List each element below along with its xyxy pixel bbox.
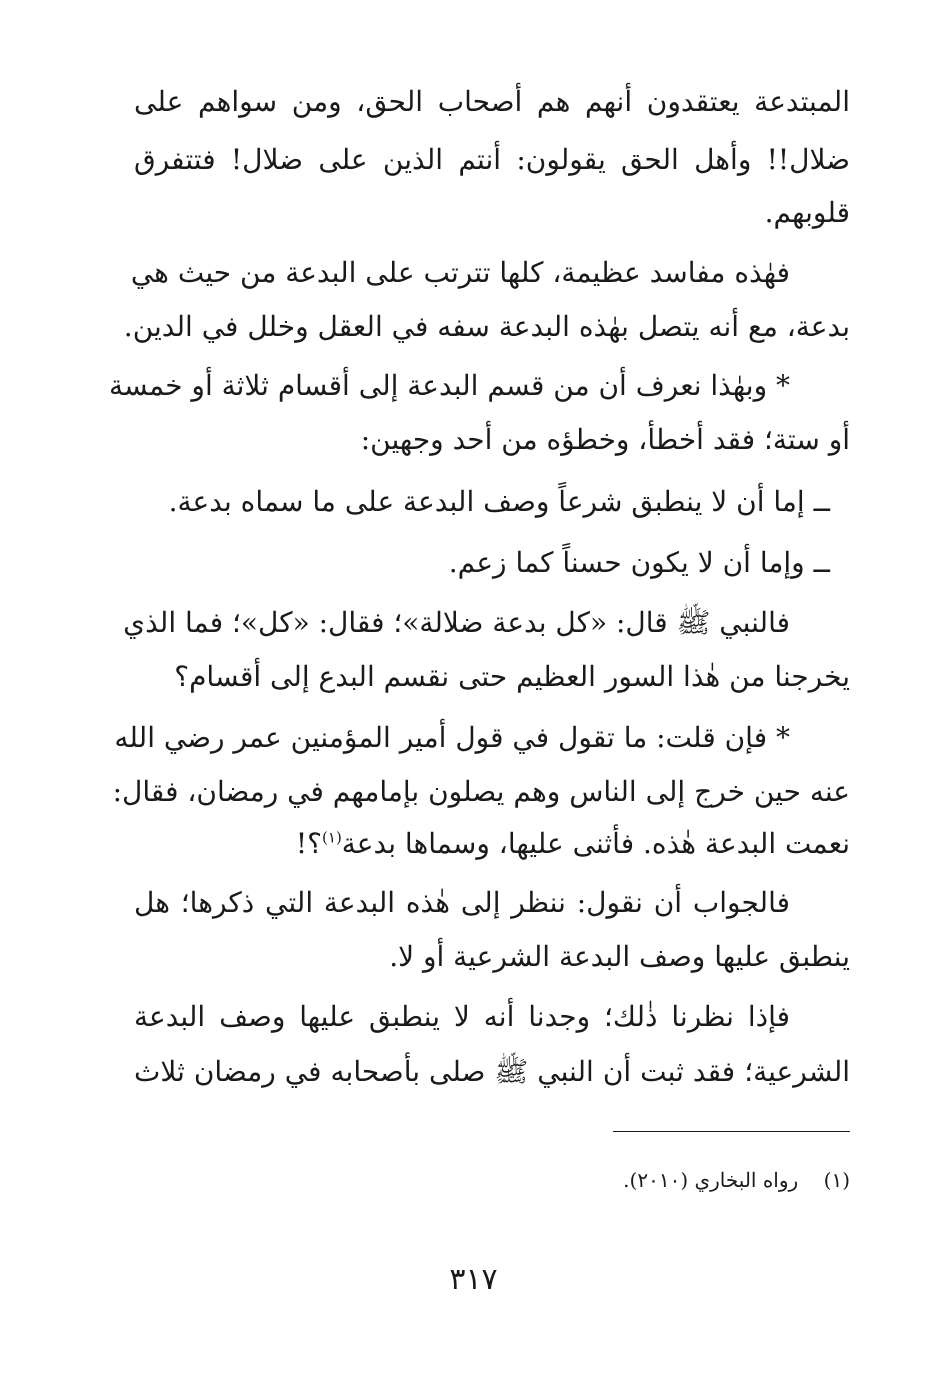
text-line-with-footnote bbox=[134, 824, 850, 864]
text-line: * فإن قلت: ما تقول في قول أمير المؤمنين عمر رضي الله bbox=[114, 721, 790, 754]
text-line: ضلال!! وأهل الحق يقولون: أنتم الذين على ضلال! فتتفرق bbox=[134, 143, 850, 176]
text-line: الشرعية؛ فقد ثبت أن النبي ﷺ صلى بأصحابه في رمضان ثلاث bbox=[134, 1055, 850, 1088]
list-item: ــ إما أن لا ينطبق شرعاً وصف البدعة على ما سماه بدعة. bbox=[168, 485, 830, 518]
text-line: فإذا نظرنا ذٰلك؛ وجدنا أنه لا ينطبق عليها وصف البدعة bbox=[134, 1000, 790, 1033]
text-line: فالنبي ﷺ قال: «كل بدعة ضلالة»؛ فقال: «كل»؛ فما الذي bbox=[123, 606, 790, 639]
footnote-divider bbox=[613, 1131, 850, 1132]
footnote-number: (١) bbox=[823, 1168, 850, 1192]
list-item: ــ وإما أن لا يكون حسناً كما زعم. bbox=[448, 546, 830, 579]
footnote bbox=[623, 1165, 850, 1195]
text-line: يخرجنا من هٰذا السور العظيم حتى نقسم البدع إلى أقسام؟ bbox=[174, 660, 850, 693]
text-line: المبتدعة يعتقدون أنهم هم أصحاب الحق، ومن سواهم على bbox=[134, 85, 850, 118]
text-line: قلوبهم. bbox=[764, 196, 850, 229]
text-line: عنه حين خرج إلى الناس وهم يصلون بإمامهم في رمضان، فقال: bbox=[112, 775, 850, 808]
text-segment: نعمت البدعة هٰذه. فأثنى عليها، وسماها بدعة bbox=[341, 827, 850, 860]
text-line: بدعة، مع أنه يتصل بهٰذه البدعة سفه في العقل وخلل في الدين. bbox=[123, 310, 850, 343]
footnote-text: رواه البخاري (٢٠١٠). bbox=[623, 1168, 799, 1192]
footnote-marker: (١) bbox=[322, 828, 342, 847]
text-segment: ؟! bbox=[295, 827, 323, 860]
text-line: فهٰذه مفاسد عظيمة، كلها تترتب على البدعة من حيث هي bbox=[130, 256, 790, 289]
page-number: ٣١٧ bbox=[449, 1262, 498, 1297]
text-line: ينطبق عليها وصف البدعة الشرعية أو لا. bbox=[389, 940, 850, 973]
text-line: فالجواب أن نقول: ننظر إلى هٰذه البدعة التي ذكرها؛ هل bbox=[134, 886, 790, 919]
text-line: أو ستة؛ فقد أخطأ، وخطؤه من أحد وجهين: bbox=[360, 423, 850, 456]
text-line: * وبهٰذا نعرف أن من قسم البدعة إلى أقسام ثلاثة أو خمسة bbox=[109, 369, 790, 402]
